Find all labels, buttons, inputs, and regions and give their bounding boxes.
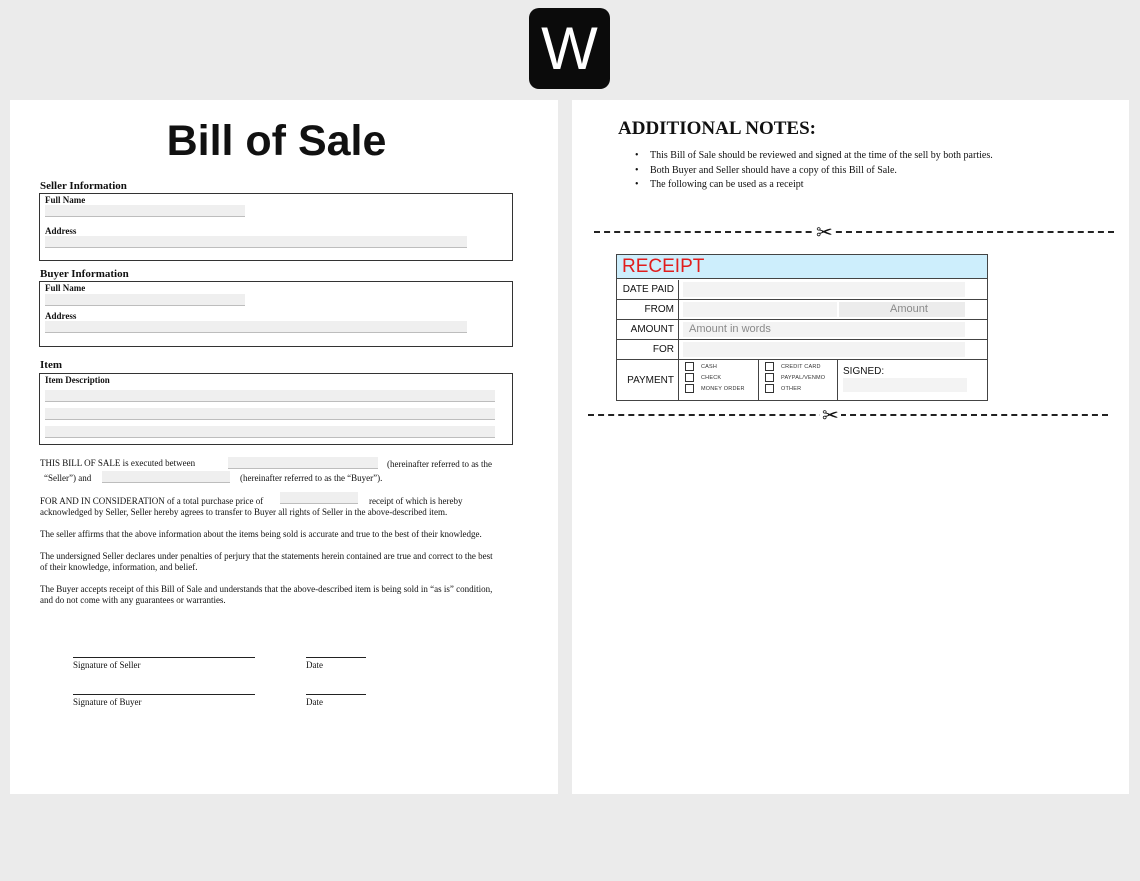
checkbox-icon[interactable] — [765, 384, 774, 393]
para-seller-and: “Seller”) and — [44, 473, 92, 483]
receipt-title: RECEIPT — [617, 255, 987, 279]
buyer-signature-line[interactable] — [73, 694, 255, 695]
notes-title: ADDITIONAL NOTES: — [618, 118, 816, 139]
cut-line-top — [594, 231, 1114, 233]
para-seller-affirms: The seller affirms that the above information about the items being sold is accurate and true to the best of their knowledge. — [40, 529, 482, 539]
amount-label: AMOUNT — [617, 320, 679, 339]
buyer-date-label: Date — [306, 697, 323, 707]
seller-address-label: Address — [45, 226, 77, 236]
para-executed-between: THIS BILL OF SALE is executed between — [40, 458, 196, 468]
buyer-heading: Buyer Information — [40, 268, 129, 280]
receipt-row-amount — [617, 320, 987, 340]
item-description-label: Item Description — [45, 375, 110, 385]
receipt-row-payment — [617, 360, 987, 400]
seller-signature-line[interactable] — [73, 657, 255, 658]
buyer-date-line[interactable] — [306, 694, 366, 695]
payment-divider-2 — [837, 360, 838, 400]
purchase-price-field[interactable] — [280, 492, 358, 504]
payment-credit-card-label: CREDIT CARD — [781, 364, 821, 370]
payment-paypal-venmo-label: PAYPAL/VENMO — [781, 375, 826, 381]
checkbox-icon[interactable] — [685, 384, 694, 393]
para-buyer-accepts-2: and do not come with any guarantees or warranties. — [40, 595, 226, 605]
buyer-signature-label: Signature of Buyer — [73, 697, 142, 707]
payment-money-order-label: MONEY ORDER — [701, 386, 745, 392]
cut-line-bottom — [588, 414, 1108, 416]
w-logo — [529, 8, 610, 89]
seller-heading: Seller Information — [40, 180, 127, 192]
list-item: • The following can be used as a receipt — [632, 178, 993, 193]
logo-letter: W — [541, 14, 598, 82]
receipt-row-date-paid — [617, 280, 987, 300]
receipt-row-for — [617, 340, 987, 360]
seller-full-name-field[interactable] — [45, 205, 245, 217]
amount-words-placeholder: Amount in words — [689, 323, 771, 335]
checkbox-icon[interactable] — [685, 373, 694, 382]
from-amount-placeholder: Amount — [890, 303, 928, 315]
seller-date-line[interactable] — [306, 657, 366, 658]
checkbox-icon[interactable] — [685, 362, 694, 371]
seller-full-name-label: Full Name — [45, 195, 86, 205]
checkbox-icon[interactable] — [765, 373, 774, 382]
seller-address-field[interactable] — [45, 236, 467, 248]
payment-label: PAYMENT — [617, 360, 679, 400]
date-paid-field[interactable] — [683, 282, 965, 297]
payment-cash-label: CASH — [701, 364, 718, 370]
buyer-full-name-field[interactable] — [45, 294, 245, 306]
para-perjury-2: of their knowledge, information, and belief. — [40, 562, 198, 572]
notes-receipt-page — [572, 100, 1129, 794]
signed-field[interactable] — [843, 378, 967, 392]
from-label: FROM — [617, 300, 679, 319]
buyer-address-label: Address — [45, 311, 77, 321]
para-receipt-hereby: receipt of which is hereby — [369, 496, 463, 506]
item-description-line-1[interactable] — [45, 390, 495, 402]
para-hereinafter-seller: (hereinafter referred to as the — [387, 459, 492, 469]
list-item: • This Bill of Sale should be reviewed and signed at the time of the sell by both parties. — [632, 149, 993, 164]
item-description-line-2[interactable] — [45, 408, 495, 420]
receipt — [616, 254, 988, 401]
buyer-address-field[interactable] — [45, 321, 467, 333]
para-consideration: FOR AND IN CONSIDERATION of a total purchase price of — [40, 496, 264, 506]
page-title: Bill of Sale — [166, 117, 387, 165]
payment-check-label: CHECK — [701, 375, 722, 381]
signed-label: SIGNED: — [843, 366, 885, 377]
receipt-row-from — [617, 300, 987, 320]
for-field[interactable] — [683, 342, 965, 357]
item-heading: Item — [40, 359, 62, 371]
payment-divider-1 — [758, 360, 759, 400]
para-acknowledged: acknowledged by Seller, Seller hereby agrees to transfer to Buyer all rights of Seller in the above-described item. — [40, 507, 448, 517]
bill-of-sale-page — [10, 100, 558, 794]
checkbox-icon[interactable] — [765, 362, 774, 371]
list-item: • Both Buyer and Seller should have a copy of this Bill of Sale. — [632, 164, 993, 179]
item-description-line-3[interactable] — [45, 426, 495, 438]
para-buyer-accepts-1: The Buyer accepts receipt of this Bill of Sale and understands that the above-described item is being sold in “as is” condition, — [40, 584, 493, 594]
seller-box — [39, 193, 513, 261]
buyer-box — [39, 281, 513, 347]
seller-name-inline-field[interactable] — [228, 457, 378, 469]
buyer-name-inline-field[interactable] — [102, 471, 230, 483]
scissors-icon: ✂ — [816, 220, 833, 244]
buyer-full-name-label: Full Name — [45, 283, 86, 293]
notes-list — [632, 149, 993, 193]
para-hereinafter-buyer: (hereinafter referred to as the “Buyer”). — [240, 473, 383, 483]
from-field[interactable] — [683, 302, 837, 317]
date-paid-label: DATE PAID — [617, 280, 679, 299]
scissors-icon: ✂ — [822, 403, 839, 427]
para-perjury-1: The undersigned Seller declares under penalties of perjury that the statements herein contained are true and correct to the best — [40, 551, 493, 561]
for-label: FOR — [617, 340, 679, 359]
seller-date-label: Date — [306, 660, 323, 670]
seller-signature-label: Signature of Seller — [73, 660, 141, 670]
payment-other-label: OTHER — [781, 386, 802, 392]
